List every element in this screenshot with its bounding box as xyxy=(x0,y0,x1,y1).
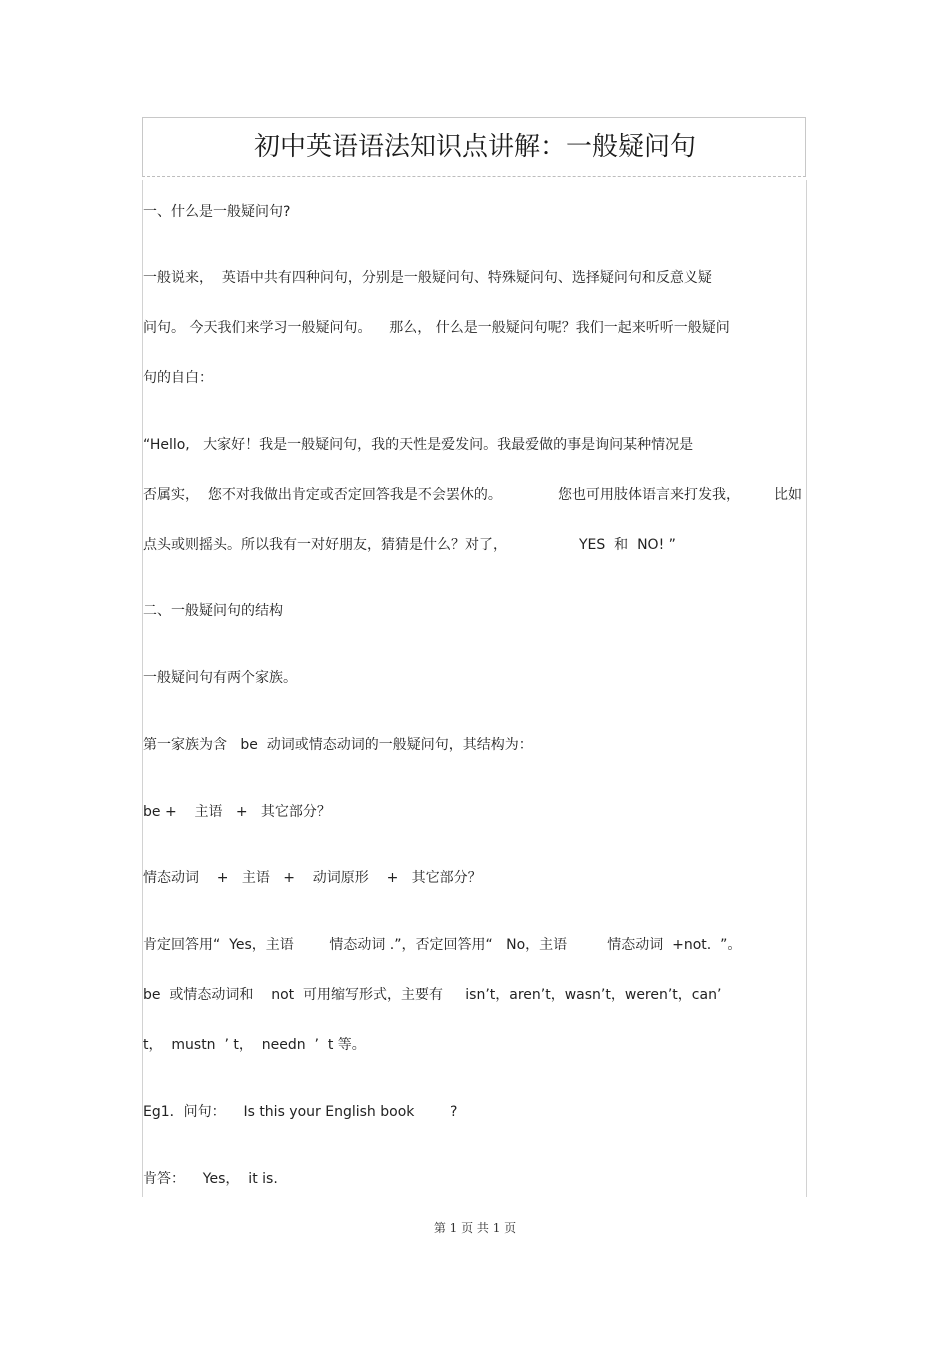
paragraph-line: t， mustn ’ t， needn ’ t 等。 xyxy=(143,1037,366,1053)
quote-text: 点头或则摇头。所以我有一对好朋友，猜猜是什么？对了， xyxy=(143,537,507,553)
paragraph-line: 一般说来， 英语中共有四种问句，分别是一般疑问句、特殊疑问句、选择疑问句和反意义疑 xyxy=(143,270,712,286)
paragraph-line: be 或情态动词和 not 可用缩写形式，主要有 isn’t，aren’t，wasn’t，weren’t，can’ xyxy=(143,987,722,1003)
page-title: 初中英语语法知识点讲解：一般疑问句 xyxy=(253,132,696,162)
section-2-heading: 二、一般疑问句的结构 xyxy=(143,603,283,619)
formula-line: be + 主语 + 其它部分？ xyxy=(143,804,331,820)
paragraph-line: 肯定回答用“ Yes，主语 情态动词 .”，否定回答用“ No，主语 情态动词 +not. ”。 xyxy=(143,937,742,953)
paragraph-line: 第一家族为含 be 动词或情态动词的一般疑问句，其结构为： xyxy=(143,737,533,753)
quote-text: YES 和 NO! ” xyxy=(579,537,676,553)
paragraph-line: 问句。 今天我们来学习一般疑问句。 那么， 什么是一般疑问句呢？我们一起来听听一般疑问 xyxy=(143,320,730,336)
paragraph-line: 一般疑问句有两个家族。 xyxy=(143,670,297,686)
example-answer: 肯答： Yes， it is. xyxy=(143,1171,278,1187)
quote-line: “Hello, 大家好！我是一般疑问句，我的天性是爱发问。我最爱做的事是询问某种情况是 xyxy=(143,437,694,453)
quote-text: 比如 xyxy=(774,487,802,503)
formula-line: 情态动词 + 主语 + 动词原形 + 其它部分？ xyxy=(143,870,482,886)
paragraph-line: 句的自白： xyxy=(143,370,213,386)
page-footer: 第 1 页 共 1 页 xyxy=(433,1221,517,1235)
quote-line xyxy=(143,536,806,608)
quote-text: 否属实， 您不对我做出肯定或否定回答我是不会罢休的。 xyxy=(143,487,502,503)
example-question: Eg1．问句： Is this your English book ? xyxy=(143,1104,458,1120)
section-1-heading: 一、什么是一般疑问句? xyxy=(143,204,291,220)
right-margin-rule xyxy=(806,180,807,1197)
quote-text: 您也可用肢体语言来打发我， xyxy=(558,487,740,503)
